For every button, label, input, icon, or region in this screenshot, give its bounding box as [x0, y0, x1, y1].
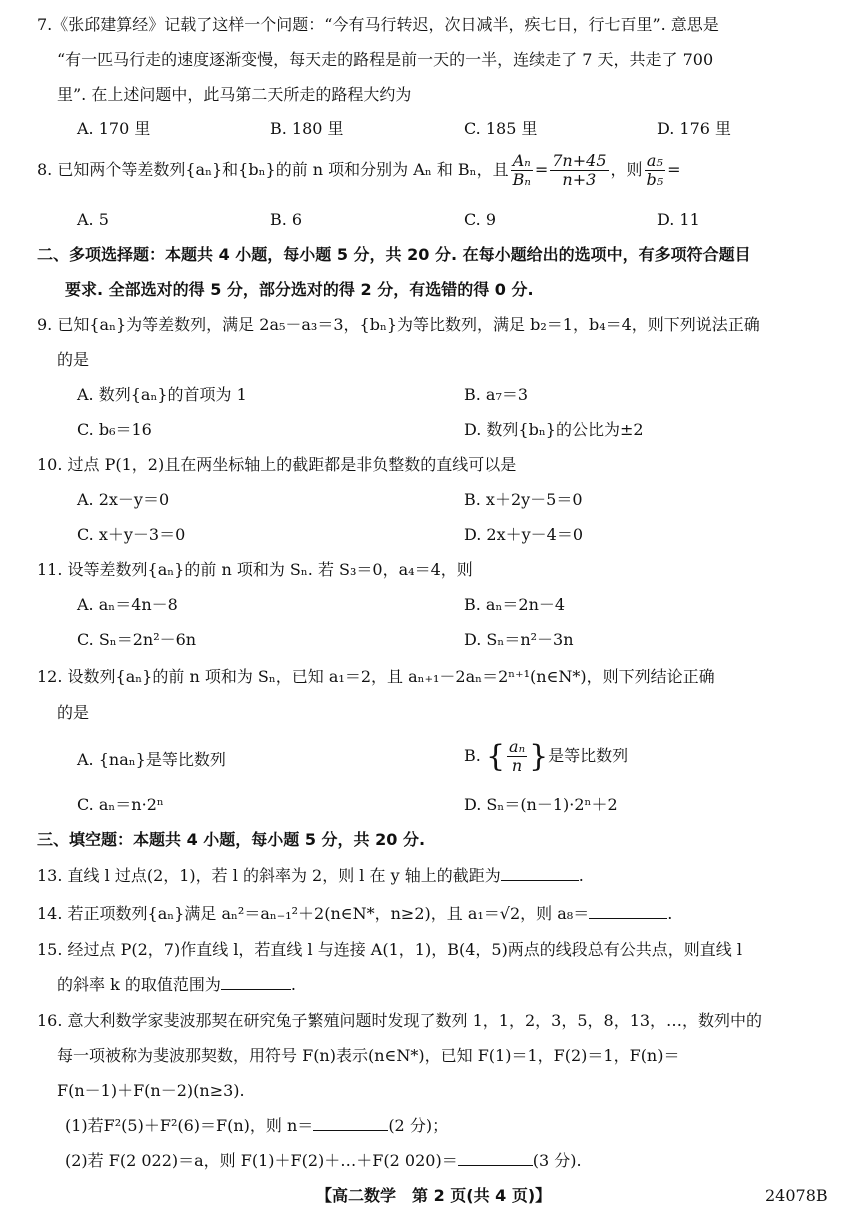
q8-frac1-num: Aₙ — [511, 152, 533, 171]
q11-line-1: 11. 设等差数列{aₙ}的前 n 项和为 Sₙ. 若 S₃＝0，a₄＝4，则 — [37, 560, 473, 579]
q7-option-d: D. 176 里 — [657, 119, 732, 138]
q12-line-1: 12. 设数列{aₙ}的前 n 项和为 Sₙ，已知 a₁＝2，且 aₙ₊₁－2aₙ＝2ⁿ⁺¹(n∈N*)，则下列结论正确 — [37, 667, 715, 686]
q14-line — [37, 904, 672, 924]
q8-equals: = — [534, 160, 549, 179]
q8-then: ，则 — [610, 160, 643, 179]
q16-sub2 — [65, 1151, 582, 1171]
q14-answer-blank[interactable] — [589, 904, 667, 919]
q15-line-2 — [57, 975, 296, 995]
q11-option-c: C. Sₙ＝2n²－6n — [77, 630, 197, 649]
q9-option-c: C. b₆＝16 — [77, 420, 152, 439]
q8-stem — [37, 152, 681, 189]
q12-option-a: A. {naₙ}是等比数列 — [77, 750, 226, 769]
q12-option-b-prefix: B. — [464, 746, 481, 765]
q16-sub1-answer-blank[interactable] — [313, 1116, 388, 1131]
q13-end: . — [578, 866, 584, 885]
q12-line-2: 的是 — [57, 703, 90, 722]
q12-option-b-den: n — [511, 756, 523, 775]
q9-option-d: D. 数列{bₙ}的公比为±2 — [464, 420, 644, 439]
q14-text: 14. 若正项数列{aₙ}满足 aₙ²＝aₙ₋₁²＋2(n∈N*，n≥2)，且 a₁＝√2，则 a₈＝ — [37, 904, 590, 923]
q15-line-1: 15. 经过点 P(2，7)作直线 l，若直线 l 与连接 A(1，1)，B(4，5)两点的线段总有公共点，则直线 l — [37, 940, 743, 959]
right-brace-icon: } — [529, 738, 549, 774]
q11-option-a: A. aₙ＝4n－8 — [77, 595, 178, 614]
q15-answer-blank[interactable] — [221, 975, 291, 990]
q8-frac2-num: 7n+45 — [552, 151, 607, 170]
q8-prefix: 8. 已知两个等差数列{aₙ}和{bₙ}的前 n 项和分别为 Aₙ 和 Bₙ，且 — [37, 160, 509, 179]
q12-option-d: D. Sₙ＝(n－1)·2ⁿ＋2 — [464, 795, 618, 814]
footer-exam-code: 24078B — [765, 1186, 828, 1205]
q8-fraction-sums — [511, 152, 533, 189]
q9-option-a: A. 数列{aₙ}的首项为 1 — [77, 385, 247, 404]
q11-option-d: D. Sₙ＝n²－3n — [464, 630, 574, 649]
q12-option-c: C. aₙ＝n·2ⁿ — [77, 795, 164, 814]
q7-line-3: 里”. 在上述问题中，此马第二天所走的路程大约为 — [57, 85, 412, 104]
q15-end: . — [290, 975, 296, 994]
q8-option-b: B. 6 — [270, 210, 303, 229]
q9-line-1: 9. 已知{aₙ}为等差数列，满足 2a₅－a₃＝3，{bₙ}为等比数列，满足 b₂＝1，b₄＝4，则下列说法正确 — [37, 315, 760, 334]
left-brace-icon: { — [485, 738, 506, 774]
q16-sub2-score: (3 分). — [532, 1151, 582, 1170]
q12-option-b — [464, 738, 628, 775]
q10-option-d: D. 2x＋y－4＝0 — [464, 525, 584, 544]
q8-option-c: C. 9 — [464, 210, 497, 229]
section2-heading-line-2: 要求. 全部选对的得 5 分，部分选对的得 2 分，有选错的得 0 分. — [65, 280, 534, 299]
q12-option-b-suffix: 是等比数列 — [548, 746, 629, 765]
q7-line-2: “有一匹马行走的速度逐渐变慢，每天走的路程是前一天的一半，连续走了 7 天，共走了 700 — [57, 50, 714, 69]
q7-option-b: B. 180 里 — [270, 119, 344, 138]
q15-text: 的斜率 k 的取值范围为 — [57, 975, 221, 994]
section2-heading-line-1: 二、多项选择题：本题共 4 小题，每小题 5 分，共 20 分. 在每小题给出的选项中，有多项符合题目 — [37, 245, 751, 264]
q8-fraction-terms — [645, 152, 666, 189]
q12-option-b-num: aₙ — [509, 737, 526, 756]
q16-sub2-answer-blank[interactable] — [458, 1151, 533, 1166]
q8-frac1-den: Bₙ — [512, 170, 531, 189]
q10-option-c: C. x＋y－3＝0 — [77, 525, 186, 544]
q8-frac3-num: a₅ — [645, 152, 666, 171]
q13-line — [37, 866, 584, 886]
q13-text: 13. 直线 l 过点(2，1)，若 l 的斜率为 2，则 l 在 y 轴上的截距为 — [37, 866, 501, 885]
q10-option-a: A. 2x－y＝0 — [77, 490, 170, 509]
section3-heading: 三、填空题：本题共 4 小题，每小题 5 分，共 20 分. — [37, 830, 426, 849]
q8-fraction-ratio — [550, 152, 608, 189]
q8-suffix: = — [667, 160, 681, 179]
q7-option-c: C. 185 里 — [464, 119, 538, 138]
q16-line-2: 每一项被称为斐波那契数，用符号 F(n)表示(n∈N*)，已知 F(1)＝1，F(2)＝1，F(n)＝ — [57, 1046, 680, 1065]
q7-line-1: 7.《张邱建算经》记载了这样一个问题：“今有马行转迟，次日减半，疾七日，行七百里”. 意思是 — [37, 15, 719, 34]
q8-frac3-den: b₅ — [646, 170, 664, 189]
q16-sub1-text: (1)若F²(5)＋F²(6)＝F(n)，则 n＝ — [65, 1116, 314, 1135]
q10-option-b: B. x＋2y－5＝0 — [464, 490, 583, 509]
q9-line-2: 的是 — [57, 350, 90, 369]
q11-option-b: B. aₙ＝2n－4 — [464, 595, 566, 614]
q16-line-3: F(n－1)＋F(n－2)(n≥3). — [57, 1081, 245, 1100]
q12-option-b-fraction — [507, 738, 527, 775]
q10-line-1: 10. 过点 P(1，2)且在两坐标轴上的截距都是非负整数的直线可以是 — [37, 455, 517, 474]
q9-option-b: B. a₇＝3 — [464, 385, 529, 404]
footer-page-info: 【高二数学 第 2 页(共 4 页)】 — [316, 1186, 552, 1205]
q16-sub2-text: (2)若 F(2 022)＝a，则 F(1)＋F(2)＋…＋F(2 020)＝ — [65, 1151, 458, 1170]
q16-sub1-score: (2 分)； — [388, 1116, 449, 1135]
q8-option-a: A. 5 — [77, 210, 109, 229]
q7-option-a: A. 170 里 — [77, 119, 151, 138]
q8-frac2-den: n+3 — [562, 170, 597, 189]
q8-option-d: D. 11 — [657, 210, 700, 229]
q13-answer-blank[interactable] — [501, 866, 579, 881]
q16-line-1: 16. 意大利数学家斐波那契在研究兔子繁殖问题时发现了数列 1，1，2，3，5，8，13，…，数列中的 — [37, 1011, 763, 1030]
q14-end: . — [667, 904, 673, 923]
q16-sub1 — [65, 1116, 448, 1136]
